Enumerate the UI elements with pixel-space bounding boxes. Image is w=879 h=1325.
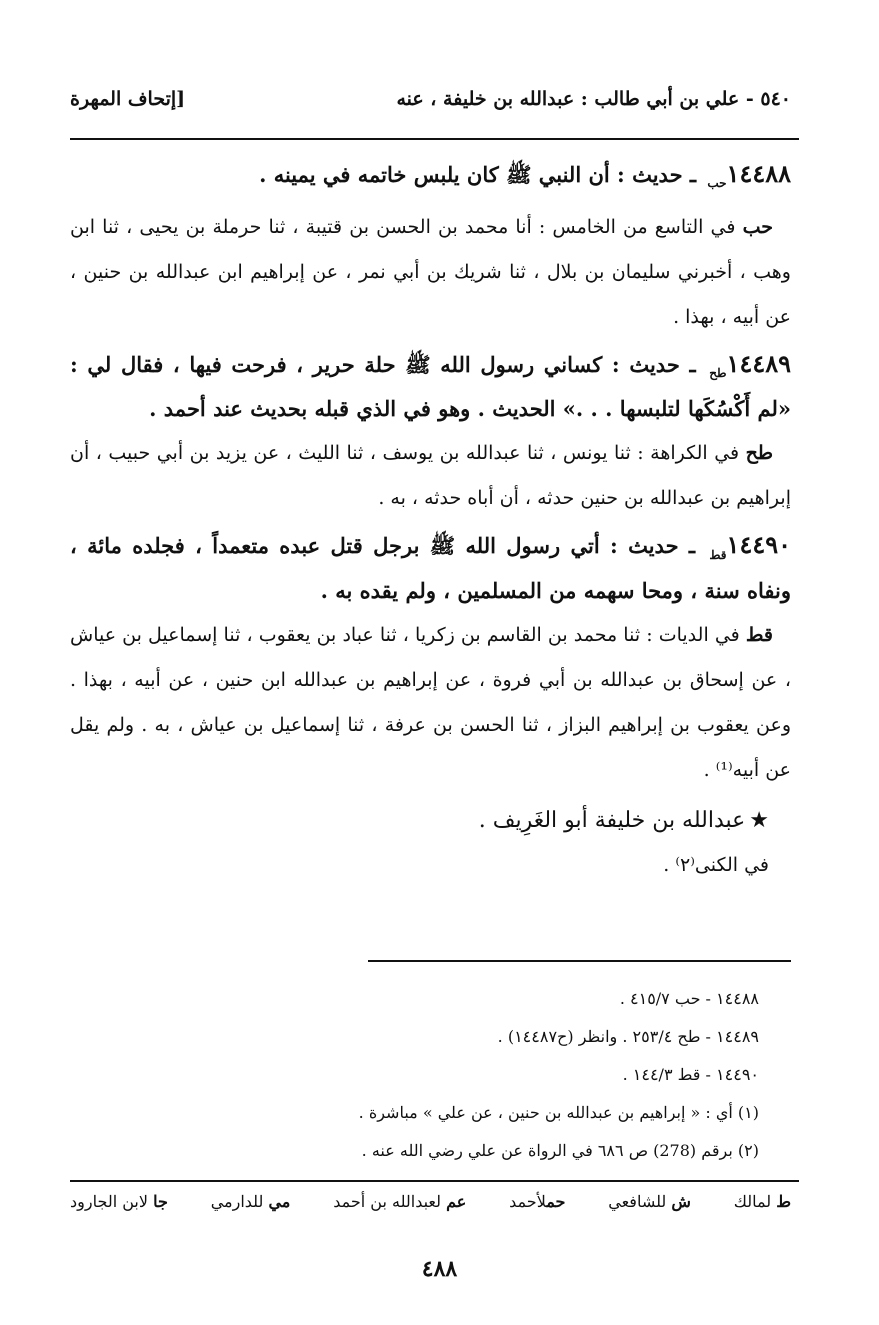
isnad-text: في التاسع من الخامس : أنا محمد بن الحسن بن قتيبة ، ثنا حرملة بن يحيى ، ثنا ابن وهب ، أخبرني سليمان بن بلال ، ثنا شريك بن أبي نمر ، عن إبراهيم ابن عبدالله بن حنين ، عن أبيه ، بهذا .	[70, 216, 791, 329]
hadith-text: ـ حديث : كساني رسول الله ﷺ حلة حرير ، فرحت فيها ، فقال لي : «لم أَكْسُكَها لتلبسها . . .» الحديث . وهو في الذي قبله بحديث عند أحمد .	[70, 352, 791, 422]
hadith-text: ـ حديث : أن النبي ﷺ كان يلبس خاتمه في يمينه .	[259, 162, 704, 187]
legend-item	[509, 1192, 565, 1224]
legend-code: ش	[671, 1192, 691, 1211]
hadith-number: ١٤٤٨٨	[726, 159, 791, 188]
footnote: (٢) برقم (278) ص ٦٨٦ في الرواة عن علي رضي الله عنه .	[361, 1141, 759, 1160]
legend-code: مي	[268, 1192, 291, 1211]
star-icon: ★	[749, 807, 769, 833]
narrator-heading	[70, 799, 791, 843]
abbreviation-legend	[70, 1192, 791, 1224]
hadith-text: ـ حديث : أتي رسول الله ﷺ برجل قتل عبده متعمداً ، فجلده مائة ، ونفاه سنة ، ومحا سهمه من المسلمين ، ولم يقده به .	[70, 533, 791, 603]
isnad-text: في الديات : ثنا محمد بن القاسم بن زكريا ، ثنا عباد بن يعقوب ، ثنا إسماعيل بن عياش ، عن إسحاق بن عبدالله بن أبي فروة ، عن إبراهيم بن عبدالله ابن حنين ، عن أبيه ، بهذا . وعن يعقوب بن إبراهيم البزاز ، ثنا الحسن بن عرفة ، ثنا إسماعيل بن عياش ، به . ولم يقل عن أبيه⁽¹⁾ .	[70, 623, 791, 781]
legend-item	[333, 1192, 466, 1224]
legend-label: للدارمي	[210, 1192, 269, 1211]
legend-divider	[70, 1180, 799, 1182]
source-code: قط	[745, 623, 773, 646]
legend-code: جا	[153, 1192, 168, 1211]
legend-label: لعبدالله بن أحمد	[333, 1192, 447, 1211]
footnotes	[70, 980, 759, 1170]
page-number: ٤٨٨	[421, 1256, 458, 1282]
legend-label: للشافعي	[608, 1192, 672, 1211]
isnad-text: في الكراهة : ثنا يونس ، ثنا عبدالله بن يوسف ، ثنا الليث ، عن يزيد بن أبي حبيب ، أن إبراهيم بن عبدالله بن حنين حدثه ، أن أباه حدثه ، به .	[70, 442, 791, 510]
legend-item	[211, 1192, 291, 1224]
source-code: حب	[742, 216, 773, 239]
legend-label: لمالك	[733, 1192, 777, 1211]
header-divider	[70, 138, 799, 140]
footnote: ١٤٤٩٠ - قط ١٤٤/٣ .	[622, 1065, 759, 1084]
source-mark: حب	[707, 176, 727, 191]
hadith-number: ١٤٤٨٩	[726, 349, 791, 379]
page-header	[70, 88, 791, 122]
footnote-divider	[368, 960, 791, 962]
legend-item	[734, 1192, 791, 1224]
hadith-number: ١٤٤٩٠	[726, 530, 791, 560]
legend-code: حم	[546, 1192, 566, 1211]
footnote: ١٤٤٨٨ - حب ٤١٥/٧ .	[619, 989, 759, 1008]
hadith-entry	[70, 156, 791, 340]
hadith-title	[70, 527, 791, 608]
legend-code: ط	[776, 1192, 791, 1211]
hadith-entry	[70, 346, 791, 521]
kuna-reference: في الكنى⁽٢⁾ .	[663, 853, 769, 876]
narrator-name: عبدالله بن خليفة أبو الغَرِيف .	[478, 807, 746, 833]
hadith-entry	[70, 527, 791, 792]
legend-item	[70, 1192, 168, 1224]
legend-label: لابن الجارود	[70, 1192, 154, 1211]
isnad-paragraph	[70, 613, 791, 793]
footnote: ١٤٤٨٩ - طح ٢٥٣/٤ . وانظر (ح١٤٤٨٧) .	[497, 1027, 759, 1046]
isnad-paragraph	[70, 431, 791, 521]
hadith-title	[70, 346, 791, 427]
footnote: (١) أي : « إبراهيم بن عبدالله بن حنين ، عن علي » مباشرة .	[358, 1103, 759, 1122]
legend-label: لأحمد	[509, 1192, 547, 1211]
hadith-title	[70, 156, 791, 201]
source-mark: طح	[709, 366, 727, 381]
legend-item	[608, 1192, 691, 1224]
source-mark: قط	[709, 547, 727, 562]
chapter-title: ٥٤٠ - علي بن أبي طالب : عبدالله بن خليفة ، عنه	[396, 88, 791, 110]
source-code: طح	[745, 442, 773, 465]
main-text	[70, 150, 791, 885]
isnad-paragraph	[70, 205, 791, 340]
legend-code: عم	[446, 1192, 467, 1211]
book-title: [إتحاف المهرة	[70, 88, 186, 110]
